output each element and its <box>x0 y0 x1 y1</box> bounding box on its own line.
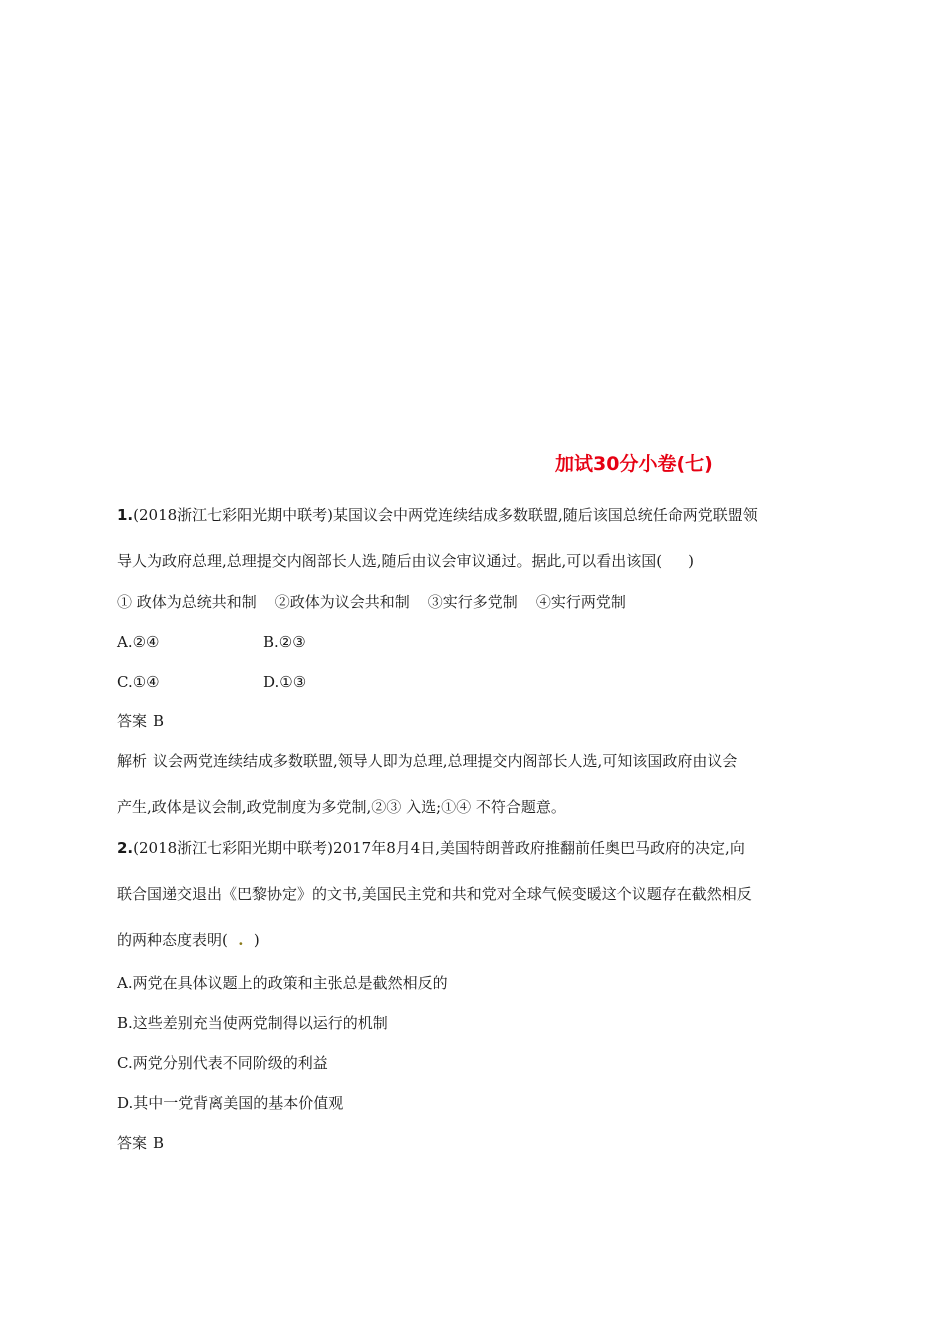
q1-items <box>117 592 626 612</box>
q1-answer-label: 答案 <box>117 712 148 730</box>
q2-answer-label: 答案 <box>117 1134 148 1152</box>
q1-options-row1 <box>117 632 517 652</box>
q1-answer <box>117 711 164 731</box>
q1-item-4: ④实行两党制 <box>535 593 626 611</box>
q2-option-c: C.两党分别代表不同阶级的利益 <box>117 1054 328 1072</box>
q2-option-a: A.两党在具体议题上的政策和主张总是截然相反的 <box>117 974 448 992</box>
q2-answer-value: B <box>153 1134 165 1152</box>
q2-stem-text1: (2018浙江七彩阳光期中联考)2017年8月4日,美国特朗普政府推翻前任奥巴马政府的决定,向 <box>133 839 745 857</box>
q2-number: 2. <box>117 839 134 857</box>
q1-stem-end: ) <box>688 552 695 570</box>
q2-stem-line1 <box>117 838 745 858</box>
q1-stem-text1: (2018浙江七彩阳光期中联考)某国议会中两党连续结成多数联盟,随后该国总统任命两党联盟领 <box>133 506 758 524</box>
q2-stem-line2 <box>117 884 752 904</box>
page-title: 加试30分小卷(七) <box>555 453 713 475</box>
q2-answer <box>117 1133 164 1153</box>
q1-number: 1. <box>117 506 134 524</box>
q1-item-3: ③实行多党制 <box>427 593 518 611</box>
q1-stem-line2 <box>117 551 694 571</box>
q1-stem-line1 <box>117 505 758 525</box>
q2-stem-line3 <box>117 930 260 950</box>
q2-stem-text3: 的两种态度表明( <box>117 931 228 949</box>
q1-analysis-text2: 产生,政体是议会制,政党制度为多党制,②③ 入选;①④ 不符合题意。 <box>117 798 566 816</box>
q2-option-b: B.这些差别充当使两党制得以运行的机制 <box>117 1014 388 1032</box>
q1-stem-text2: 导人为政府总理,总理提交内阁部长人选,随后由议会审议通过。据此,可以看出该国( <box>117 552 663 570</box>
q2-option-d: D.其中一党背离美国的基本价值观 <box>117 1094 344 1112</box>
q1-option-b: B.②③ <box>263 633 306 651</box>
q1-item-1: ① 政体为总统共和制 <box>117 593 257 611</box>
q1-analysis-line1 <box>117 751 737 771</box>
q1-analysis-line2 <box>117 797 566 817</box>
q1-analysis-text1: 议会两党连续结成多数联盟,领导人即为总理,总理提交内阁部长人选,可知该国政府由议会 <box>153 752 738 770</box>
q1-option-a: A.②④ <box>117 633 160 651</box>
q1-option-c: C.①④ <box>117 673 160 691</box>
q1-item-2: ②政体为议会共和制 <box>274 593 410 611</box>
q2-blank-mark: . <box>238 931 244 949</box>
q1-options-row2 <box>117 672 517 692</box>
q1-option-d: D.①③ <box>263 673 307 691</box>
q1-answer-value: B <box>153 712 165 730</box>
q2-stem-text2: 联合国递交退出《巴黎协定》的文书,美国民主党和共和党对全球气候变暖这个议题存在截然相反 <box>117 885 752 903</box>
q1-analysis-label: 解析 <box>117 752 148 770</box>
q2-stem-end: ) <box>253 931 260 949</box>
